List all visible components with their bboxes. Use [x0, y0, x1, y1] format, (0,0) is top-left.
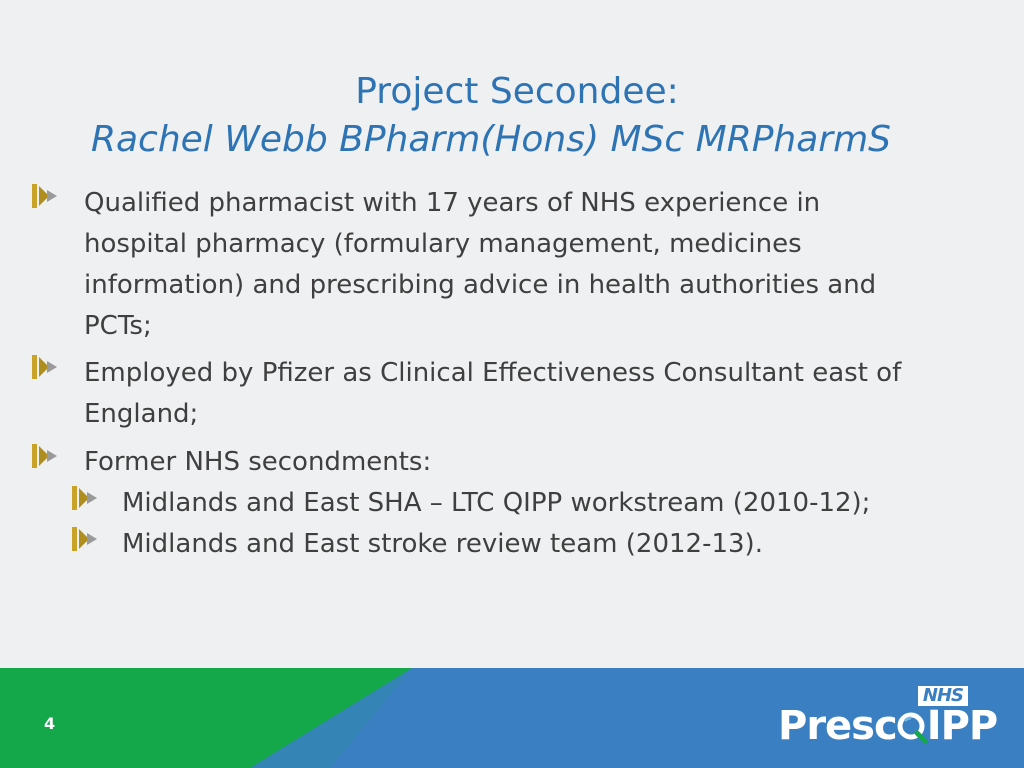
sub-bullet-item-2 [122, 524, 1002, 565]
prescqipp-logo [778, 686, 998, 752]
logo-wordmark [778, 704, 997, 748]
magnifier-q-icon [897, 708, 927, 740]
sub-bullet-marker-icon [72, 527, 98, 551]
bullet-text-line: PCTs; [84, 311, 152, 341]
bullet-text-line: information) and prescribing advice in health authorities and [84, 270, 877, 300]
bullet-text-line: Midlands and East SHA – LTC QIPP workstream (2010-12); [122, 488, 871, 518]
sub-bullet-item-1 [122, 483, 1002, 524]
nhs-badge: NHS [918, 686, 968, 706]
bullet-marker-icon [32, 184, 58, 208]
bullet-item-3 [84, 442, 984, 483]
sub-bullet-marker-icon [72, 486, 98, 510]
bullet-text-line: England; [84, 399, 199, 429]
bullet-text-line: Employed by Pfizer as Clinical Effectiveness Consultant east of [84, 358, 902, 388]
bullet-text-line: hospital pharmacy (formulary management, medicines [84, 229, 802, 259]
bullet-text-line: Qualified pharmacist with 17 years of NHS experience in [84, 188, 821, 218]
bullet-marker-icon [32, 355, 58, 379]
bullet-marker-icon [32, 444, 58, 468]
bullet-item-2 [84, 353, 984, 435]
logo-text-after: IPP [926, 703, 998, 749]
page-number: 4 [44, 714, 56, 733]
logo-text-before: Presc [778, 703, 897, 749]
bullet-item-1 [84, 183, 984, 347]
title-line-1: Project Secondee: [355, 71, 679, 113]
title-line-2: Rachel Webb BPharm(Hons) MSc MRPharmS [90, 119, 892, 161]
bullet-text-line: Midlands and East stroke review team (2012-13). [122, 529, 763, 559]
bullet-text-line: Former NHS secondments: [84, 447, 432, 477]
